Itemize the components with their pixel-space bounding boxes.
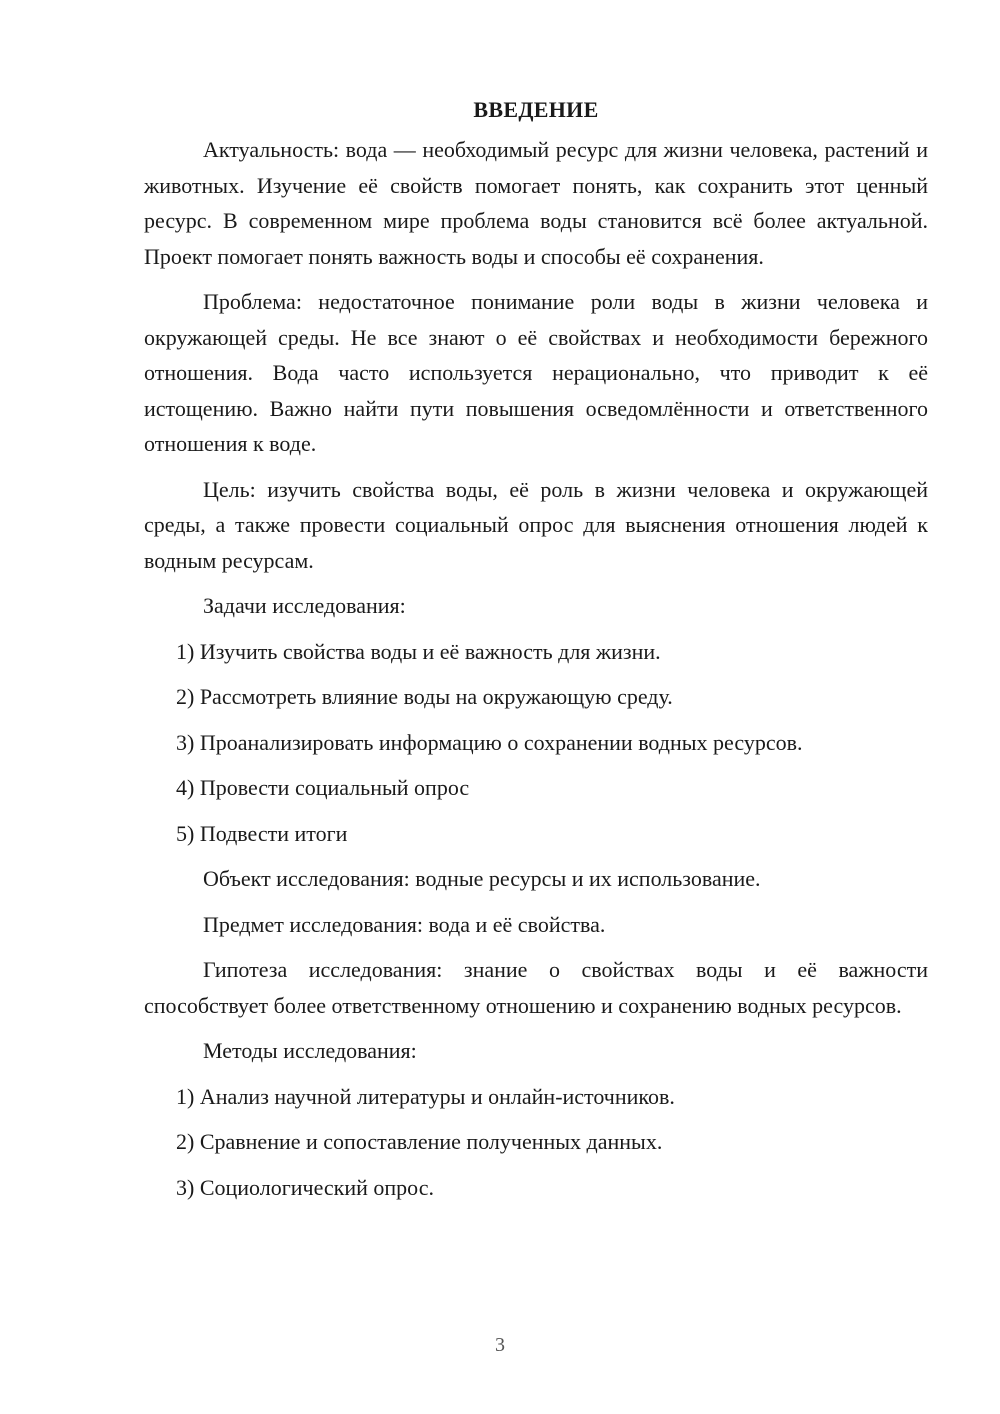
method-item: 1) Анализ научной литературы и онлайн-источников. bbox=[176, 1083, 675, 1109]
tasks-heading: Задачи исследования: bbox=[203, 593, 406, 618]
method-item: 2) Сравнение и сопоставление полученных данных. bbox=[176, 1129, 663, 1154]
methods-heading: Методы исследования: bbox=[203, 1038, 417, 1063]
task-item: 2) Рассмотреть влияние воды на окружающую среду. bbox=[176, 684, 673, 709]
task-item: 3) Проанализировать информацию о сохранении водных ресурсов. bbox=[176, 729, 803, 755]
page-number: 3 bbox=[495, 1334, 505, 1356]
object-line: Объект исследования: водные ресурсы и их использование. bbox=[203, 866, 761, 891]
relevance-paragraph: Актуальность: вода — необходимый ресурс для жизни человека, растений и животных. Изучение её свойств помогает понять, как сохранить этот ценный ресурс. В современном мире проблема воды становится всё более актуальной. Проект помогает понять важность воды и способы её сохранения. bbox=[144, 137, 928, 269]
problem-paragraph: Проблема: недостаточное понимание роли воды в жизни человека и окружающей среды. Не все знают о её свойствах и необходимости бережного отношения. Вода часто используется нерационально, что приводит к её истощению. Важно найти пути повышения осведомлённости и ответственного отношения к воде. bbox=[144, 289, 928, 456]
goal-paragraph: Цель: изучить свойства воды, её роль в жизни человека и окружающей среды, а также провести социальный опрос для выяснения отношения людей к водным ресурсам. bbox=[144, 476, 928, 573]
document-page bbox=[144, 92, 928, 1215]
method-item: 3) Социологический опрос. bbox=[176, 1174, 434, 1200]
task-item: 1) Изучить свойства воды и её важность для жизни. bbox=[176, 638, 661, 664]
hypothesis-paragraph: Гипотеза исследования: знание о свойствах воды и её важности способствует более ответственному отношению и сохранению водных ресурсов. bbox=[144, 957, 928, 1018]
task-item: 5) Подвести итоги bbox=[176, 820, 348, 846]
page-title: ВВЕДЕНИЕ bbox=[473, 97, 599, 122]
subject-line: Предмет исследования: вода и её свойства. bbox=[203, 911, 606, 937]
task-item: 4) Провести социальный опрос bbox=[176, 775, 470, 800]
